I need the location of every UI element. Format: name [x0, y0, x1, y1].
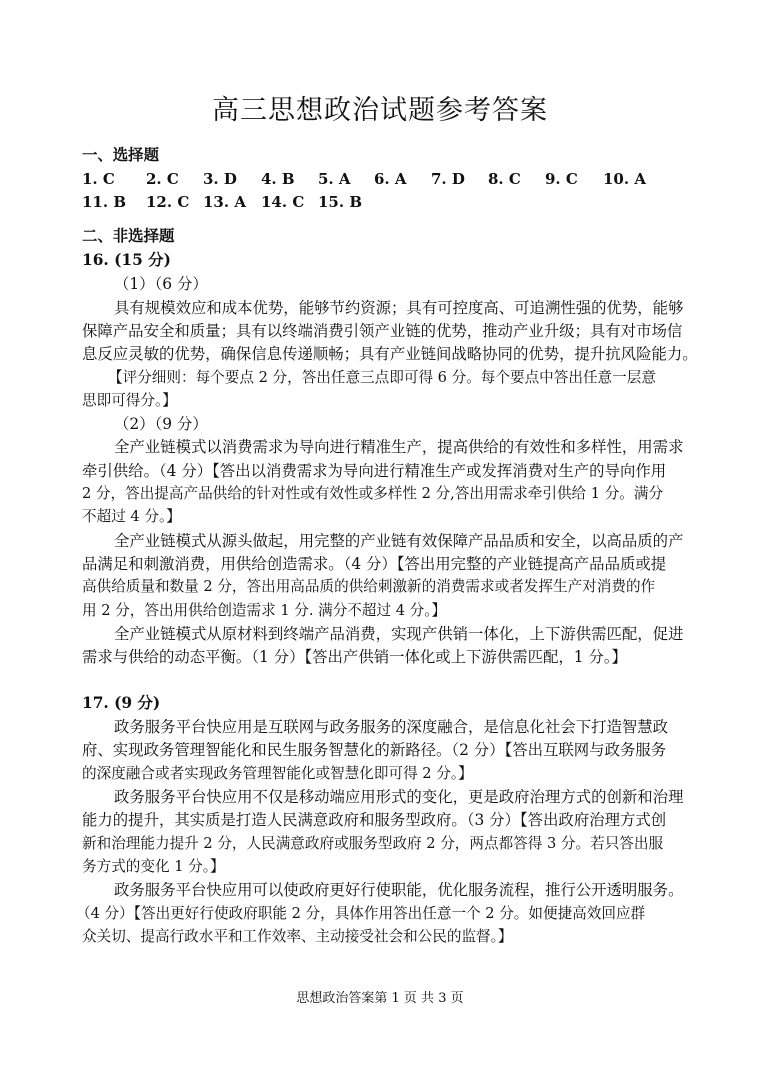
q16-p2-line: 全产业链模式以消费需求为导向进行精准生产，提高供给的有效性和多样性，用需求 — [114, 438, 684, 456]
q16-heading: 16. (15 分) — [82, 251, 171, 269]
answer-7: 7. D — [431, 170, 465, 188]
q17-line: （4 分）【答出更好行使政府职能 2 分，具体作用答出任意一个 2 分。如便捷高效回应群 — [76, 905, 646, 922]
q16-p1-line: 保障产品安全和质量；具有以终端消费引领产业链的优势，推动产业升级；具有对市场信 — [82, 322, 683, 340]
q16-p2-line: 高供给质量和数量 2 分，答出用高品质的供给刺激新的消费需求或者发挥生产对消费的作 — [82, 578, 656, 595]
q17-line: 众关切、提高行政水平和工作效率、主动接受社会和公民的监督。】 — [82, 928, 513, 945]
q16-p2-line: 牵引供给。（4 分）【答出以消费需求为导向进行精准生产或发挥消费对生产的导向作用 — [82, 462, 667, 480]
answer-2: 2. C — [146, 170, 179, 188]
q16-p1-line: 具有规模效应和成本优势，能够节约资源；具有可控度高、可追溯性强的优势，能够 — [114, 299, 684, 317]
q17-line: 能力的提升，其实质是打造人民满意政府和服务型政府。（3 分）【答出政府治理方式创 — [82, 811, 667, 829]
answer-10: 10. A — [603, 170, 646, 188]
answer-6: 6. A — [374, 170, 407, 188]
q16-p1-line: 息反应灵敏的优势，确保信息传递顺畅；具有产业链间战略协同的优势，提升抗风险能力。 — [82, 345, 698, 363]
answer-13: 13. A — [203, 193, 246, 211]
page-footer: 思想政治答案第 1 页 共 3 页 — [296, 991, 464, 1006]
answer-8: 8. C — [488, 170, 521, 188]
q17-line: 务方式的变化 1 分。】 — [82, 858, 225, 875]
q16-p2-line: 不超过 4 分。】 — [82, 508, 181, 525]
q17-line: 政务服务平台快应用可以使政府更好行使职能，优化服务流程，推行公开透明服务。 — [114, 881, 684, 899]
answer-11: 11. B — [82, 193, 126, 211]
q17-line: 新和治理能力提升 2 分，人民满意政府或服务型政府 2 分，两点都答得 3 分。若只答出服 — [82, 835, 664, 852]
q16-p2-line: 全产业链模式从源头做起，用完整的产业链有效保障产品品质和安全，以高品质的产 — [114, 532, 684, 550]
q17-line: 政务服务平台快应用是互联网与政务服务的深度融合，是信息化社会下打造智慧政 — [114, 718, 669, 736]
q16-p2-line: 品满足和刺激消费，用供给创造需求。（4 分）【答出用完整的产业链提高产品品质或提 — [82, 555, 667, 573]
q16-p2-line: 2 分，答出提高产品供给的针对性或有效性或多样性 2 分,答出用需求牵引供给 1 分。满分 — [82, 485, 664, 502]
q16-p1-scoring: 思即可得分。】 — [82, 392, 177, 409]
q16-part2-label: （2）（9 分） — [114, 415, 208, 433]
answer-1: 1. C — [82, 170, 115, 188]
q17-line: 的深度融合或者实现政务管理智能化或智慧化即可得 2 分。】 — [82, 765, 473, 782]
answer-3: 3. D — [203, 170, 237, 188]
section-heading-nonchoice: 二、非选择题 — [82, 227, 175, 245]
page-title: 高三思想政治试题参考答案 — [212, 95, 548, 126]
answer-5: 5. A — [318, 170, 351, 188]
q16-p2-line: 用 2 分，答出用供给创造需求 1 分. 满分不超过 4 分。】 — [82, 602, 447, 619]
q17-line: 政务服务平台快应用不仅是移动端应用形式的变化，更是政府治理方式的创新和治理 — [114, 788, 684, 806]
q17-line: 府、实现政务管理智能化和民生服务智慧化的新路径。（2 分）【答出互联网与政务服务 — [82, 741, 667, 759]
answer-15: 15. B — [318, 193, 362, 211]
answer-4: 4. B — [261, 170, 295, 188]
q16-p1-scoring: 【评分细则：每个要点 2 分，答出任意三点即可得 6 分。每个要点中答出任意一层意 — [108, 369, 656, 386]
section-heading-choice: 一、选择题 — [82, 146, 159, 164]
q17-heading: 17. (9 分) — [82, 694, 161, 712]
answer-9: 9. C — [545, 170, 578, 188]
q16-p2-line: 全产业链模式从原材料到终端产品消费，实现产供销一体化，上下游供需匹配，促进 — [114, 625, 684, 643]
answer-14: 14. C — [261, 193, 305, 211]
q16-p2-line: 需求与供给的动态平衡。（1 分）【答出产供销一体化或上下游供需匹配，1 分。】 — [82, 648, 627, 666]
q16-part1-label: （1）（6 分） — [114, 275, 208, 293]
answer-12: 12. C — [146, 193, 190, 211]
